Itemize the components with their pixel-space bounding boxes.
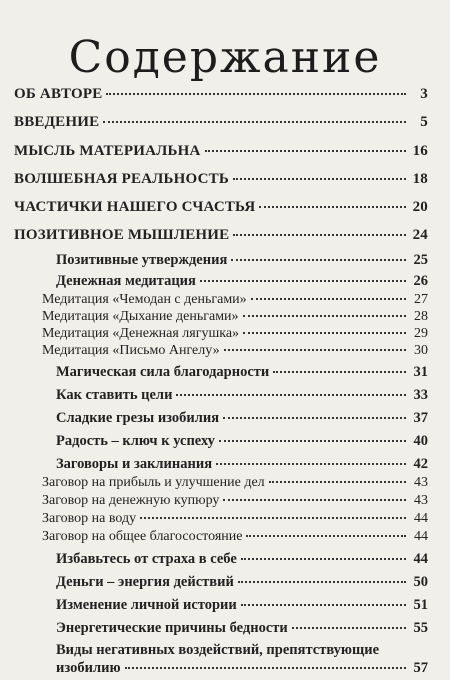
leader-dots: [243, 314, 406, 317]
toc-entry-label: ПОЗИТИВНОЕ МЫШЛЕНИЕ: [14, 227, 230, 243]
toc-entry[interactable]: [56, 433, 428, 450]
leader-dots: [223, 416, 406, 419]
leader-dots: [269, 480, 406, 483]
toc-entry[interactable]: [56, 620, 428, 637]
toc-page-number: 50: [413, 574, 428, 590]
toc-page-number: 3: [420, 86, 428, 102]
leader-dots: [216, 462, 406, 465]
toc-entry-label: Заговор на воду: [42, 511, 137, 526]
leader-dots: [233, 177, 406, 180]
toc-page-number: 40: [413, 433, 428, 449]
toc-entry-label: ВВЕДЕНИЕ: [14, 114, 100, 130]
toc-entry[interactable]: [42, 493, 428, 509]
toc-page-number: 44: [414, 529, 428, 544]
toc-page-number: 20: [412, 199, 428, 215]
toc-page-number: 24: [412, 227, 428, 243]
toc-entry-label: Энергетические причины бедности: [56, 620, 288, 636]
toc-page-number: 55: [413, 620, 428, 636]
toc-page-number: 43: [414, 475, 428, 490]
toc-entry[interactable]: [42, 475, 428, 491]
toc-entry[interactable]: [56, 456, 428, 473]
leader-dots: [140, 516, 406, 519]
leader-dots: [259, 205, 406, 208]
leader-dots: [103, 120, 406, 123]
toc-entry[interactable]: [56, 273, 428, 290]
toc-entry[interactable]: [42, 326, 428, 342]
toc-entry-label: Медитация «Денежная лягушка»: [42, 326, 240, 341]
toc-entry-label: МЫСЛЬ МАТЕРИАЛЬНА: [14, 143, 201, 159]
toc-entry[interactable]: [42, 529, 428, 545]
leader-dots: [246, 534, 406, 537]
toc-entry[interactable]: [14, 114, 428, 131]
toc-page-number: 31: [413, 364, 428, 380]
leader-dots: [106, 92, 406, 95]
toc-page-number: 33: [413, 387, 428, 403]
leader-dots: [231, 258, 406, 261]
toc-entry-label: Избавьтесь от страха в себе: [56, 551, 237, 567]
toc-entry-label: Заговор на прибыль и улучшение дел: [42, 475, 265, 490]
toc-entry[interactable]: [14, 86, 428, 103]
toc-page-number: 25: [413, 252, 428, 268]
toc-entry-label: Медитация «Дыхание деньгами»: [42, 309, 239, 324]
toc-entry-label: ОБ АВТОРЕ: [14, 86, 103, 102]
toc-page-number: 30: [414, 343, 428, 358]
toc-page-number: 43: [414, 493, 428, 508]
leader-dots: [223, 498, 406, 501]
toc-entry[interactable]: [56, 364, 428, 381]
toc-entry[interactable]: [56, 660, 428, 677]
toc-entry-label: ЧАСТИЧКИ НАШЕГО СЧАСТЬЯ: [14, 199, 256, 215]
toc-entry-label: изобилию: [56, 660, 121, 676]
toc-page-number: 42: [413, 456, 428, 472]
toc-entry[interactable]: [42, 343, 428, 359]
toc-entry-label: Медитация «Чемодан с деньгами»: [42, 292, 247, 307]
leader-dots: [125, 666, 406, 669]
toc-entry[interactable]: [42, 511, 428, 527]
toc-entry-label: ВОЛШЕБНАЯ РЕАЛЬНОСТЬ: [14, 171, 229, 187]
toc-page-number: 27: [414, 292, 428, 307]
toc-entry-label: Радость – ключ к успеху: [56, 433, 215, 449]
toc-entry-label: Медитация «Письмо Ангелу»: [42, 343, 220, 358]
leader-dots: [238, 580, 406, 583]
toc-page-number: 28: [414, 309, 428, 324]
toc-page-number: 18: [412, 171, 428, 187]
toc-entry[interactable]: [42, 309, 428, 325]
toc-entry[interactable]: [56, 551, 428, 568]
page-title: Содержание: [68, 32, 382, 83]
toc-entry-label: Заговор на денежную купюру: [42, 493, 220, 508]
toc-page-number: 16: [412, 143, 428, 159]
toc-page-number: 51: [413, 597, 428, 613]
toc-entry-label-line1: Виды негативных воздействий, препятствующие: [56, 642, 380, 658]
leader-dots: [224, 348, 406, 351]
toc-page-number: 44: [414, 511, 428, 526]
leader-dots: [243, 331, 406, 334]
toc-page-number: 37: [413, 410, 428, 426]
toc-entry[interactable]: [42, 292, 428, 308]
leader-dots: [219, 439, 406, 442]
toc-entry-label: Денежная медитация: [56, 273, 196, 289]
toc-entry[interactable]: [14, 227, 428, 244]
toc-entry[interactable]: [56, 597, 428, 614]
toc-entry[interactable]: [56, 387, 428, 404]
toc-entry[interactable]: [14, 171, 428, 188]
toc-entry-label: Заговоры и заклинания: [56, 456, 213, 472]
leader-dots: [241, 557, 406, 560]
toc-entry[interactable]: [14, 143, 428, 160]
toc-page-number: 5: [420, 114, 428, 130]
toc-entry-label: Позитивные утверждения: [56, 252, 228, 268]
toc-entry-label: Сладкие грезы изобилия: [56, 410, 220, 426]
toc-entry[interactable]: [56, 410, 428, 427]
toc-page-number: 44: [413, 551, 428, 567]
leader-dots: [233, 233, 406, 236]
leader-dots: [205, 149, 406, 152]
toc-entry[interactable]: [56, 252, 428, 269]
toc-page-number: 26: [413, 273, 428, 289]
leader-dots: [241, 603, 406, 606]
toc-entry-label: Как ставить цели: [56, 387, 173, 403]
toc-entry-label: Магическая сила благодарности: [56, 364, 270, 380]
toc-entry-label: Заговор на общее благосостояние: [42, 529, 243, 544]
toc-entry[interactable]: [56, 574, 428, 591]
leader-dots: [176, 393, 406, 396]
toc-entry-label: Изменение личной истории: [56, 597, 237, 613]
toc-page-number: 29: [414, 326, 428, 341]
toc-page-number: 57: [413, 660, 428, 676]
leader-dots: [273, 370, 406, 373]
toc-entry[interactable]: [14, 199, 428, 216]
leader-dots: [292, 626, 406, 629]
leader-dots: [251, 297, 406, 300]
toc-entry-label: Деньги – энергия действий: [56, 574, 234, 590]
leader-dots: [200, 279, 406, 282]
